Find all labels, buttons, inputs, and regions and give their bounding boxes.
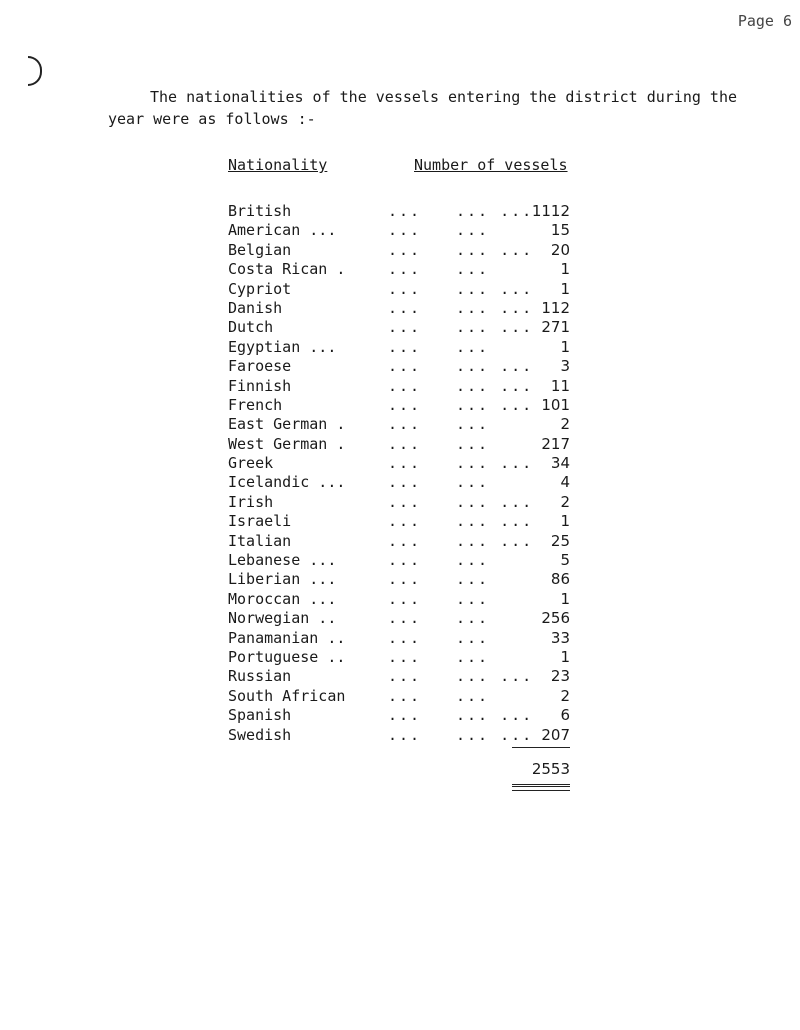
table-row xyxy=(228,667,588,686)
vessel-count: 1 xyxy=(560,260,570,279)
vessel-count: 1 xyxy=(560,279,570,298)
vessel-count: 256 xyxy=(541,609,570,628)
table-row xyxy=(228,377,588,396)
table-row xyxy=(228,202,588,221)
leader-dots: ... ... xyxy=(456,279,534,298)
vessel-count: 2 xyxy=(560,686,570,705)
leader-dots: ... xyxy=(388,551,422,570)
page-number: Page 6 xyxy=(737,12,792,30)
vessel-count: 86 xyxy=(550,570,570,589)
table-row xyxy=(228,299,588,318)
table-row xyxy=(228,570,588,589)
table-row xyxy=(228,318,588,337)
leader-dots: ... xyxy=(388,415,422,434)
table-row xyxy=(228,590,588,609)
table-row xyxy=(228,435,588,454)
table-row xyxy=(228,357,588,376)
leader-dots: ... xyxy=(456,434,490,453)
intro-line-1: The nationalities of the vessels entering the district during the xyxy=(150,88,737,106)
table-row xyxy=(228,493,588,512)
vessel-count: 2 xyxy=(560,492,570,511)
vessel-count: 1 xyxy=(560,337,570,356)
table-row xyxy=(228,280,588,299)
leader-dots: ... xyxy=(456,221,490,240)
vessel-count: 11 xyxy=(550,376,570,395)
leader-dots: ... ... xyxy=(456,298,534,317)
nationality-name: Liberian ... xyxy=(228,570,337,589)
leader-dots: ... xyxy=(456,609,490,628)
nationality-name: Israeli xyxy=(228,512,292,531)
table-row xyxy=(228,415,588,434)
table-row xyxy=(228,629,588,648)
leader-dots: ... xyxy=(388,531,422,550)
leader-dots: ... xyxy=(388,202,422,220)
leader-dots: ... xyxy=(388,628,422,647)
leader-dots: ... ... xyxy=(456,454,534,473)
leader-dots: ... xyxy=(388,240,422,259)
vessel-count: 101 xyxy=(541,395,570,414)
nationality-name: Norwegian .. xyxy=(228,609,337,628)
leader-dots: ... ... xyxy=(456,202,534,220)
nationality-name: West German . xyxy=(228,434,346,453)
leader-dots: ... xyxy=(456,473,490,492)
nationality-name: Spanish xyxy=(228,706,292,725)
leader-dots: ... xyxy=(388,454,422,473)
leader-dots: ... xyxy=(388,647,422,666)
nationality-name: South African xyxy=(228,686,346,705)
table-row xyxy=(228,706,588,725)
total-value: 2553 xyxy=(531,760,570,778)
nationality-name: Moroccan ... xyxy=(228,589,337,608)
leader-dots: ... xyxy=(388,492,422,511)
vessel-count: 2 xyxy=(560,415,570,434)
leader-dots: ... xyxy=(456,570,490,589)
table-row xyxy=(228,338,588,357)
nationality-name: Italian xyxy=(228,531,292,550)
nationality-name: French xyxy=(228,395,283,414)
leader-dots: ... ... xyxy=(456,531,534,550)
nationality-name: Irish xyxy=(228,492,274,511)
table-row xyxy=(228,512,588,531)
vessel-count: 112 xyxy=(541,298,570,317)
leader-dots: ... xyxy=(388,337,422,356)
intro-paragraph xyxy=(108,86,768,130)
leader-dots: ... ... xyxy=(456,725,534,744)
table-row xyxy=(228,396,588,415)
nationality-name: Egyptian ... xyxy=(228,337,337,356)
leader-dots: ... xyxy=(388,473,422,492)
vessel-count: 271 xyxy=(541,318,570,337)
leader-dots: ... xyxy=(456,337,490,356)
vessel-count: 1 xyxy=(560,512,570,531)
nationality-name: Swedish xyxy=(228,725,292,744)
vessel-count: 217 xyxy=(541,434,570,453)
leader-dots: ... xyxy=(456,551,490,570)
nationality-name: Portuguese .. xyxy=(228,647,346,666)
nationality-name: American ... xyxy=(228,221,337,240)
leader-dots: ... ... xyxy=(456,376,534,395)
leader-dots: ... xyxy=(388,609,422,628)
leader-dots: ... xyxy=(456,589,490,608)
total-double-underline xyxy=(512,784,570,791)
leader-dots: ... ... xyxy=(456,395,534,414)
vessel-count: 3 xyxy=(560,357,570,376)
leader-dots: ... xyxy=(456,647,490,666)
vessel-count: 20 xyxy=(550,240,570,259)
table-row xyxy=(228,473,588,492)
nationality-name: Finnish xyxy=(228,376,292,395)
leader-dots: ... xyxy=(388,686,422,705)
leader-dots: ... xyxy=(456,260,490,279)
leader-dots: ... xyxy=(388,318,422,337)
leader-dots: ... ... xyxy=(456,492,534,511)
table-row xyxy=(228,687,588,706)
table-row xyxy=(228,454,588,473)
nationality-table xyxy=(228,202,588,745)
leader-dots: ... xyxy=(388,376,422,395)
vessel-count: 1 xyxy=(560,589,570,608)
vessel-count: 23 xyxy=(550,667,570,686)
table-row xyxy=(228,260,588,279)
vessel-count: 33 xyxy=(550,628,570,647)
leader-dots: ... ... xyxy=(456,667,534,686)
nationality-name: Dutch xyxy=(228,318,274,337)
leader-dots: ... xyxy=(388,260,422,279)
nationality-name: British xyxy=(228,202,292,220)
vessel-count: 1112 xyxy=(531,202,570,220)
nationality-name: Russian xyxy=(228,667,292,686)
intro-line-2: year were as follows :- xyxy=(108,110,316,128)
leader-dots: ... xyxy=(388,357,422,376)
vessel-count: 25 xyxy=(550,531,570,550)
vessel-count: 34 xyxy=(550,454,570,473)
vessel-count: 4 xyxy=(560,473,570,492)
leader-dots: ... xyxy=(388,221,422,240)
table-row xyxy=(228,551,588,570)
leader-dots: ... xyxy=(388,589,422,608)
leader-dots: ... xyxy=(456,415,490,434)
heading-number-of-vessels: Number of vessels xyxy=(414,156,568,174)
table-row xyxy=(228,532,588,551)
leader-dots: ... ... xyxy=(456,318,534,337)
table-row xyxy=(228,609,588,628)
nationality-name: Icelandic ... xyxy=(228,473,346,492)
leader-dots: ... xyxy=(456,686,490,705)
leader-dots: ... ... xyxy=(456,706,534,725)
leader-dots: ... xyxy=(388,667,422,686)
nationality-name: Panamanian .. xyxy=(228,628,346,647)
leader-dots: ... xyxy=(388,298,422,317)
total-rule xyxy=(512,747,570,748)
nationality-name: Faroese xyxy=(228,357,292,376)
nationality-name: East German . xyxy=(228,415,346,434)
vessel-count: 6 xyxy=(560,706,570,725)
leader-dots: ... xyxy=(388,434,422,453)
nationality-name: Lebanese ... xyxy=(228,551,337,570)
table-row xyxy=(228,221,588,240)
leader-dots: ... xyxy=(388,725,422,744)
vessel-count: 5 xyxy=(560,551,570,570)
leader-dots: ... ... xyxy=(456,357,534,376)
nationality-name: Belgian xyxy=(228,240,292,259)
table-row xyxy=(228,648,588,667)
leader-dots: ... xyxy=(388,512,422,531)
leader-dots: ... ... xyxy=(456,512,534,531)
nationality-name: Cypriot xyxy=(228,279,292,298)
leader-dots: ... xyxy=(388,570,422,589)
vessel-count: 207 xyxy=(541,725,570,744)
punch-hole-mark xyxy=(28,56,42,86)
leader-dots: ... xyxy=(456,628,490,647)
heading-nationality: Nationality xyxy=(228,156,328,174)
leader-dots: ... xyxy=(388,279,422,298)
table-row xyxy=(228,726,588,745)
leader-dots: ... ... xyxy=(456,240,534,259)
vessel-count: 15 xyxy=(550,221,570,240)
table-row xyxy=(228,241,588,260)
vessel-count: 1 xyxy=(560,647,570,666)
nationality-name: Danish xyxy=(228,298,283,317)
leader-dots: ... xyxy=(388,706,422,725)
nationality-name: Costa Rican . xyxy=(228,260,346,279)
nationality-name: Greek xyxy=(228,454,274,473)
leader-dots: ... xyxy=(388,395,422,414)
